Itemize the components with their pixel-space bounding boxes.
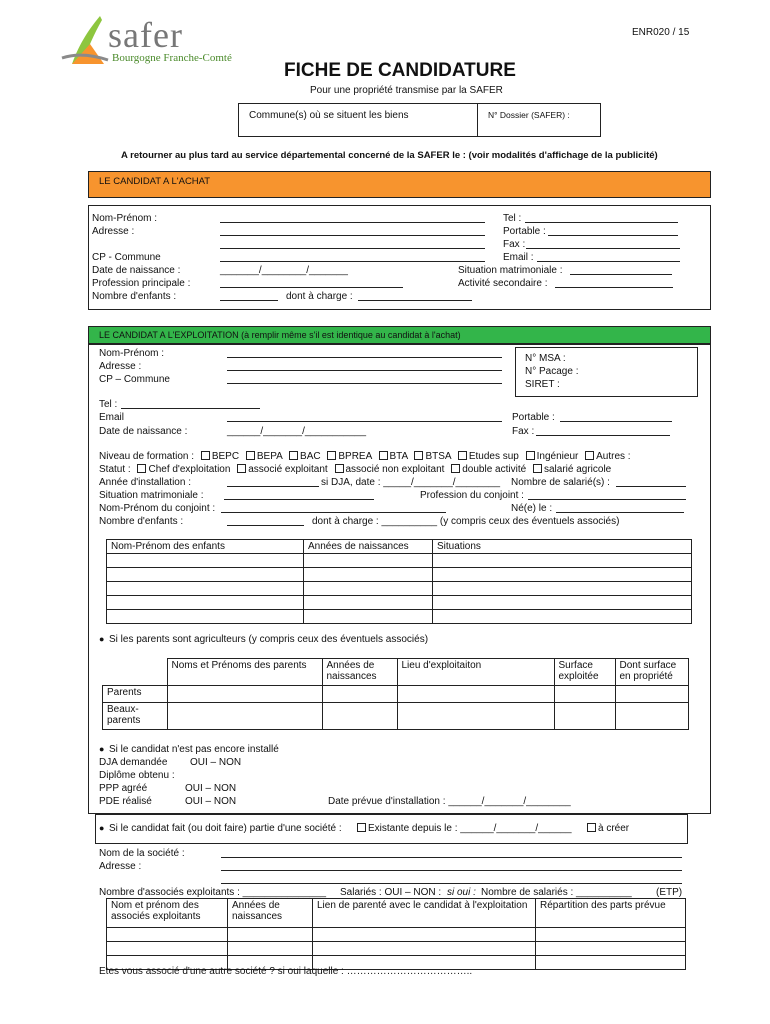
societe-adresse-label: Adresse :: [99, 861, 142, 872]
ppp-value[interactable]: OUI – NON: [185, 783, 237, 794]
achat-fax-label: Fax :: [503, 239, 526, 250]
document-reference: ENR020 / 15: [632, 27, 690, 38]
nom-conjoint-field[interactable]: [221, 512, 446, 513]
option-ingenieur: Ingénieur: [536, 451, 579, 462]
checkbox-bepc[interactable]: [201, 451, 210, 460]
societe-adresse-field-1[interactable]: [221, 870, 682, 871]
nom-conjoint-label: Nom-Prénom du conjoint :: [99, 503, 216, 514]
expl-cp-label: CP – Commune: [99, 374, 170, 385]
nee-le-label: Né(e) le :: [511, 503, 553, 514]
expl-email-label: Email: [99, 412, 125, 423]
parents-col-annees: Années de naissances: [322, 659, 397, 686]
achat-cp-label: CP - Commune: [92, 252, 161, 263]
option-associe-exploitant: associé exploitant: [248, 464, 328, 475]
societe-nom-label: Nom de la société :: [99, 848, 185, 859]
expl-email-field[interactable]: [227, 421, 502, 422]
table-row[interactable]: [103, 686, 689, 703]
table-row[interactable]: [103, 703, 689, 730]
siret-label: SIRET :: [525, 379, 560, 390]
achat-tel-field[interactable]: [525, 222, 678, 223]
achat-adresse-label: Adresse :: [92, 226, 135, 237]
dossier-label: N° Dossier (SAFER) :: [488, 110, 570, 120]
expl-naissance-field[interactable]: ______/_______/___________: [227, 426, 367, 437]
expl-enfants-label: Nombre d'enfants :: [99, 516, 184, 527]
achat-adresse-field-2[interactable]: [220, 248, 485, 249]
table-row[interactable]: [107, 596, 692, 610]
achat-nom-label: Nom-Prénom :: [92, 213, 158, 224]
option-etudes-sup: Etudes sup: [468, 451, 519, 462]
checkbox-etudes-sup[interactable]: [458, 451, 467, 460]
checkbox-existante[interactable]: [357, 823, 366, 832]
achat-nom-field[interactable]: [220, 222, 485, 223]
checkbox-associe-exploitant[interactable]: [237, 464, 246, 473]
parents-col-blank: [103, 659, 168, 686]
salaries-field[interactable]: [616, 486, 686, 487]
installation-year-field[interactable]: [227, 486, 319, 487]
enfants-col-annees: Années de naissances: [304, 540, 433, 554]
expl-naissance-label: Date de naissance :: [99, 426, 188, 437]
achat-enfants-label: Nombre d'enfants :: [92, 291, 177, 302]
expl-tel-label: Tel :: [99, 399, 118, 410]
expl-adresse-label: Adresse :: [99, 361, 142, 372]
achat-dont-charge-label: dont à charge :: [286, 291, 353, 302]
achat-cp-field[interactable]: [220, 261, 485, 262]
achat-situation-label: Situation matrimoniale :: [458, 265, 563, 276]
logo-word: safer: [108, 15, 183, 55]
expl-portable-field[interactable]: [560, 421, 672, 422]
pde-value[interactable]: OUI – NON: [185, 796, 237, 807]
societe-adresse-field-2[interactable]: [221, 883, 682, 884]
parents-table: [102, 658, 689, 730]
expl-nom-field[interactable]: [227, 357, 502, 358]
checkbox-salarie[interactable]: [533, 464, 542, 473]
option-bepc: BEPC: [211, 451, 240, 462]
table-row[interactable]: [107, 582, 692, 596]
date-prevue-label[interactable]: Date prévue d'installation : ______/_______/________: [328, 796, 571, 807]
nee-le-field[interactable]: [556, 512, 684, 513]
expl-portable-label: Portable :: [512, 412, 555, 423]
exploitation-heading: LE CANDIDAT A L'EXPLOITATION (à remplir même s'il est identique au candidat à l'achat): [99, 330, 461, 340]
nb-salaries-label[interactable]: Nombre de salariés : __________: [481, 887, 632, 898]
checkbox-bta[interactable]: [379, 451, 388, 460]
dossier-box[interactable]: [477, 103, 601, 137]
achat-situation-field[interactable]: [570, 274, 672, 275]
parents-row-label: Parents: [103, 686, 168, 703]
existante-group: [353, 823, 572, 834]
commune-box[interactable]: [238, 103, 478, 137]
checkbox-ingenieur[interactable]: [526, 451, 535, 460]
achat-header-bar: [88, 171, 711, 198]
statut-row: [99, 464, 611, 475]
msa-box[interactable]: [515, 347, 698, 397]
achat-tel-label: Tel :: [503, 213, 522, 224]
associes-col-parts: Répartition des parts prévue: [536, 899, 686, 928]
table-header-row: [107, 540, 692, 554]
achat-activite-field[interactable]: [555, 287, 673, 288]
societe-box: [95, 814, 688, 844]
achat-portable-field[interactable]: [548, 235, 678, 236]
table-row[interactable]: [107, 568, 692, 582]
parents-col-propriete: Dont surface en propriété: [615, 659, 689, 686]
table-row[interactable]: [107, 928, 686, 942]
enfants-col-nom: Nom-Prénom des enfants: [107, 540, 304, 554]
page-title: FICHE DE CANDIDATURE: [284, 60, 516, 81]
existante-label: Existante depuis le : ______/_______/______: [368, 823, 572, 834]
achat-portable-label: Portable :: [503, 226, 546, 237]
table-header-row: [107, 899, 686, 928]
achat-naissance-label: Date de naissance :: [92, 265, 181, 276]
safer-logo: [60, 14, 250, 74]
parents-col-surface: Surface exploitée: [554, 659, 615, 686]
statut-label: Statut :: [99, 464, 131, 475]
expl-adresse-field[interactable]: [227, 370, 502, 371]
achat-date-field[interactable]: _______/________/_______: [220, 265, 348, 276]
expl-enfants-field[interactable]: [227, 525, 304, 526]
expl-fax-field[interactable]: [536, 435, 670, 436]
associes-table: [106, 898, 686, 970]
expl-nom-label: Nom-Prénom :: [99, 348, 165, 359]
expl-cp-field[interactable]: [227, 383, 502, 384]
associes-label[interactable]: Nombre d'associés exploitants : _______________: [99, 887, 327, 898]
checkbox-bac[interactable]: [289, 451, 298, 460]
commune-label: Commune(s) où se situent les biens: [249, 110, 409, 121]
table-row[interactable]: [107, 610, 692, 624]
checkbox-chef[interactable]: [137, 464, 146, 473]
a-creer-group: [583, 823, 629, 834]
achat-fax-field[interactable]: [526, 248, 680, 249]
option-associe-non-exploitant: associé non exploitant: [345, 464, 445, 475]
table-row[interactable]: [107, 554, 692, 568]
checkbox-autres[interactable]: [585, 451, 594, 460]
checkbox-a-creer[interactable]: [587, 823, 596, 832]
option-btsa: BTSA: [425, 451, 452, 462]
dja-label: DJA demandée: [99, 757, 168, 768]
parents-col-lieu: Lieu d'exploitaiton: [397, 659, 554, 686]
expl-tel-field[interactable]: [121, 408, 260, 409]
salaries-label: Nombre de salarié(s) :: [511, 477, 610, 488]
pacage-label: N° Pacage :: [525, 366, 579, 377]
installation-year-label: Année d'installation :: [99, 477, 191, 488]
beaux-parents-row-label: Beaux-parents: [103, 703, 168, 730]
a-creer-label: à créer: [598, 823, 630, 834]
societe-bullet-icon: ●: [99, 823, 105, 833]
autre-societe-label[interactable]: Etes vous associé d'une autre société ? si oui laquelle : ………………………………..: [99, 966, 473, 977]
si-oui-label: si oui :: [447, 887, 476, 898]
option-double-activite: double activité: [462, 464, 527, 475]
enfants-col-situations: Situations: [433, 540, 692, 554]
profession-conjoint-label: Profession du conjoint :: [420, 490, 524, 501]
expl-situation-label: Situation matrimoniale :: [99, 490, 204, 501]
table-row[interactable]: [107, 942, 686, 956]
enfants-table: [106, 539, 692, 624]
expl-dont-charge: dont à charge : __________ (y compris ceux des éventuels associés): [312, 516, 620, 527]
exploitation-header-bar: [88, 326, 711, 344]
logo-subtitle: Bourgogne Franche-Comté: [112, 52, 232, 64]
msa-label: N° MSA :: [525, 353, 566, 364]
formation-row: [99, 451, 631, 462]
societe-nom-field[interactable]: [221, 857, 682, 858]
ppp-label: PPP agréé: [99, 783, 148, 794]
installation-bullet-text: Si le candidat n'est pas encore installé: [109, 744, 279, 755]
achat-dont-charge-field[interactable]: [358, 300, 472, 301]
associes-col-nom: Nom et prénom des associés exploitants: [107, 899, 228, 928]
expl-situation-field[interactable]: [224, 499, 374, 500]
formation-label: Niveau de formation :: [99, 451, 195, 462]
table-header-row: [103, 659, 689, 686]
checkbox-bepa[interactable]: [246, 451, 255, 460]
profession-conjoint-field[interactable]: [528, 499, 686, 500]
option-autres: Autres :: [596, 451, 631, 462]
checkbox-btsa[interactable]: [414, 451, 423, 460]
option-bprea: BPREA: [338, 451, 372, 462]
etp-label: (ETP): [656, 887, 683, 898]
expl-fax-label: Fax :: [512, 426, 535, 437]
achat-enfants-field[interactable]: [220, 300, 278, 301]
checkbox-double-activite[interactable]: [451, 464, 460, 473]
checkbox-bprea[interactable]: [327, 451, 336, 460]
return-notice: A retourner au plus tard au service départemental concerné de la SAFER le : (voir modalités d'affichage de la publicité): [121, 150, 658, 161]
achat-profession-label: Profession principale :: [92, 278, 191, 289]
option-bta: BTA: [389, 451, 408, 462]
si-dja-label[interactable]: si DJA, date : _____/_______/________: [321, 477, 501, 488]
page-subtitle: Pour une propriété transmise par la SAFER: [310, 85, 503, 96]
option-bac: BAC: [300, 451, 321, 462]
achat-activite-label: Activité secondaire :: [458, 278, 548, 289]
parents-col-noms: Noms et Prénoms des parents: [167, 659, 322, 686]
diplome-label: Diplôme obtenu :: [99, 770, 175, 781]
achat-section: [88, 205, 711, 310]
societe-bullet-text: Si le candidat fait (ou doit faire) partie d'une société :: [109, 823, 342, 834]
option-salarie: salarié agricole: [543, 464, 612, 475]
associes-col-annees: Années de naissances: [228, 899, 313, 928]
achat-email-label: Email :: [503, 252, 534, 263]
achat-adresse-field-1[interactable]: [220, 235, 485, 236]
parents-bullet-text: Si les parents sont agriculteurs (y compris ceux des éventuels associés): [109, 634, 429, 645]
parents-bullet-icon: ●: [99, 634, 105, 644]
achat-profession-field[interactable]: [220, 287, 403, 288]
dja-value[interactable]: OUI – NON: [190, 757, 242, 768]
achat-email-field[interactable]: [537, 261, 680, 262]
associes-col-lien: Lien de parenté avec le candidat à l'exploitation: [313, 899, 536, 928]
achat-heading: LE CANDIDAT A L'ACHAT: [99, 176, 211, 187]
checkbox-associe-non-exploitant[interactable]: [335, 464, 344, 473]
pde-label: PDE réalisé: [99, 796, 152, 807]
option-chef: Chef d'exploitation: [148, 464, 231, 475]
option-bepa: BEPA: [256, 451, 283, 462]
salaries-societe-label[interactable]: Salariés : OUI – NON :: [340, 887, 442, 898]
installation-bullet-icon: ●: [99, 744, 105, 754]
